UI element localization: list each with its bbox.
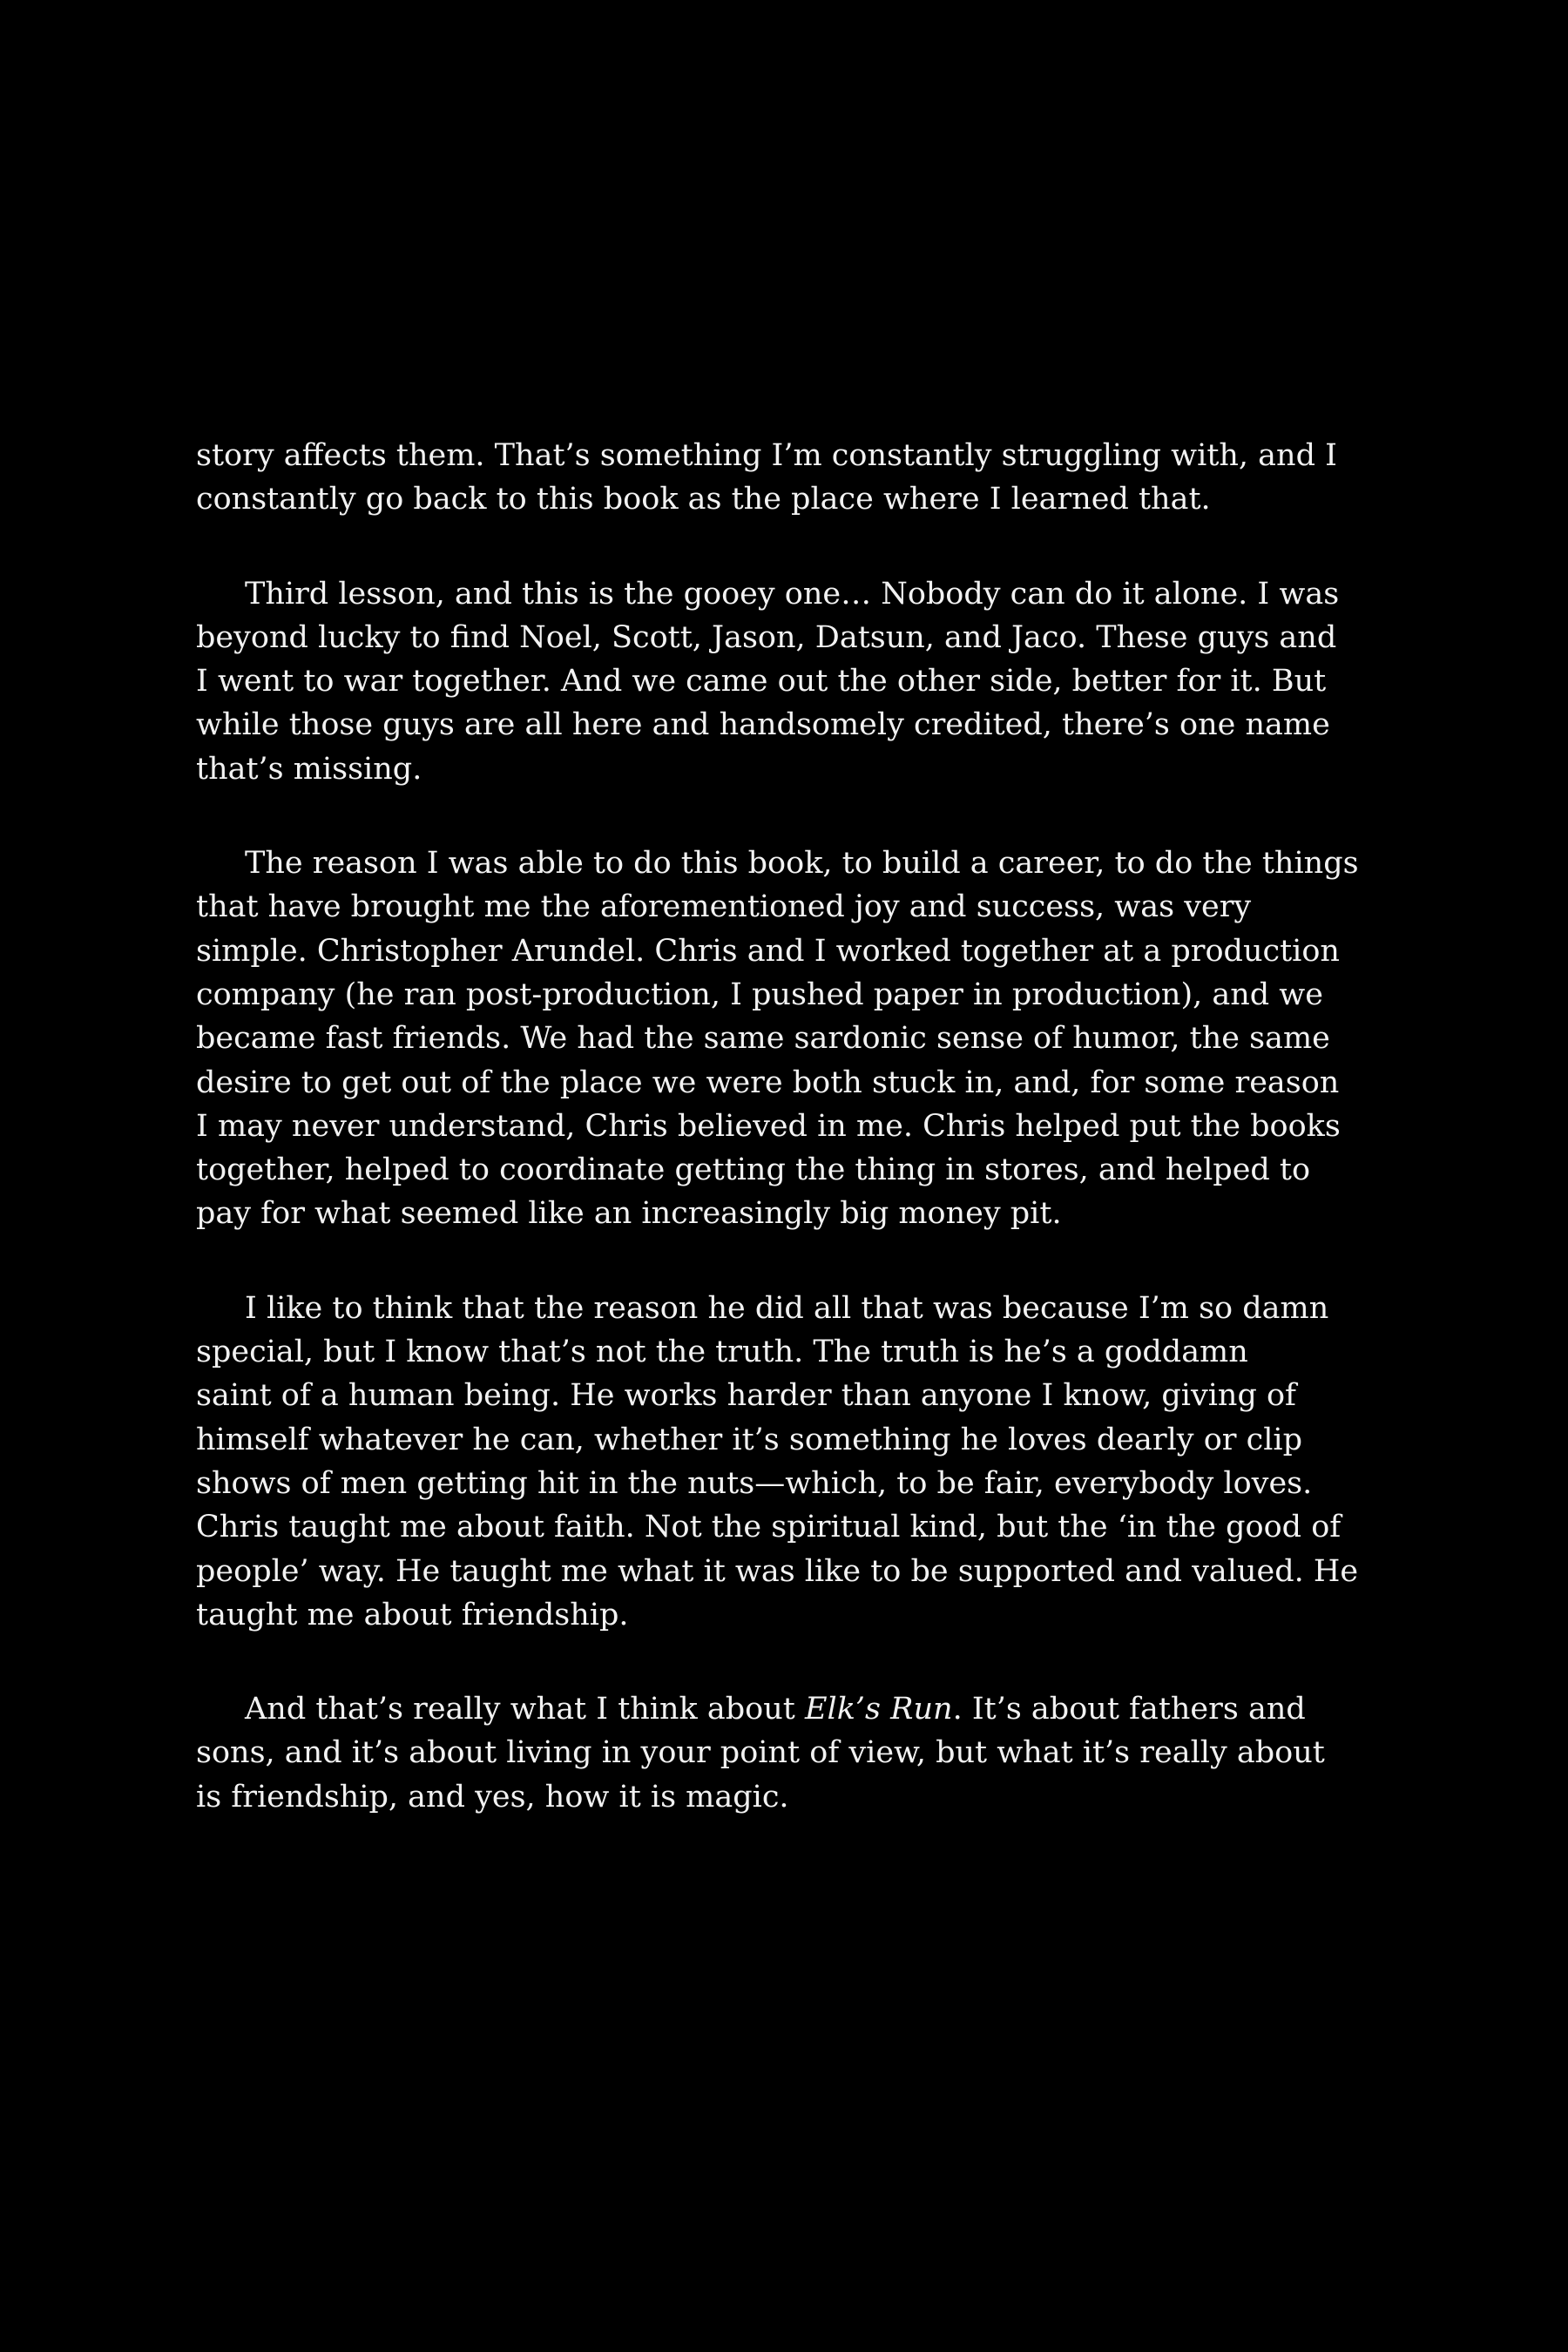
book-title: Elk’s Run — [804, 1692, 953, 1727]
text-line: Chris taught me about faith. Not the spiritual kind, but the ‘in the good of — [196, 1510, 1342, 1545]
text-line: is friendship, and yes, how it is magic. — [196, 1779, 789, 1815]
text-line: that have brought me the aforementioned joy and success, was very — [196, 889, 1252, 925]
text-line: together, helped to coordinate getting the thing in stores, and helped to — [196, 1152, 1311, 1188]
text-line: that’s missing. — [196, 751, 422, 787]
text-line: simple. Christopher Arundel. Chris and I worked together at a production — [196, 933, 1340, 969]
paragraph-5 — [196, 1687, 1389, 1819]
text-line: saint of a human being. He works harder than anyone I know, giving of — [196, 1378, 1297, 1414]
text-line: story affects them. That’s something I’m constantly struggling with, and I — [196, 438, 1337, 473]
text-line: himself whatever he can, whether it’s something he loves dearly or clip — [196, 1422, 1303, 1457]
text-line — [196, 1687, 1389, 1731]
text-line: people’ way. He taught me what it was like to be supported and valued. He — [196, 1553, 1359, 1589]
paragraph-3 — [196, 841, 1389, 1236]
text-line: while those guys are all here and handsomely credited, there’s one name — [196, 707, 1330, 743]
body-text — [196, 434, 1389, 1869]
text-run: . It’s about fathers and — [952, 1692, 1306, 1727]
text-line: I like to think that the reason he did all that was because I’m so damn — [245, 1290, 1329, 1326]
text-line: desire to get out of the place we were both stuck in, and, for some reason — [196, 1064, 1340, 1100]
text-line: pay for what seemed like an increasingly big money pit. — [196, 1196, 1062, 1232]
text-line: I went to war together. And we came out the other side, better for it. But — [196, 664, 1327, 700]
text-line: beyond lucky to find Noel, Scott, Jason, Datsun, and Jaco. These guys and — [196, 619, 1337, 655]
paragraph-4 — [196, 1287, 1389, 1637]
text-line: sons, and it’s about living in your point of view, but what it’s really about — [196, 1735, 1325, 1771]
paragraph-1 — [196, 434, 1389, 522]
text-line: special, but I know that’s not the truth. The truth is he’s a goddamn — [196, 1335, 1248, 1370]
text-line: company (he ran post-production, I pushed paper in production), and we — [196, 977, 1323, 1012]
text-line: became fast friends. We had the same sardonic sense of humor, the same — [196, 1021, 1330, 1057]
text-line: constantly go back to this book as the place where I learned that. — [196, 482, 1211, 517]
text-line: shows of men getting hit in the nuts—which, to be fair, everybody loves. — [196, 1465, 1313, 1501]
text-run: And that’s really what I think about — [245, 1692, 805, 1727]
paragraph-2 — [196, 572, 1389, 791]
text-line: taught me about friendship. — [196, 1597, 629, 1632]
text-line: I may never understand, Chris believed in me. Chris helped put the books — [196, 1108, 1341, 1144]
text-line: Third lesson, and this is the gooey one… Nobody can do it alone. I was — [245, 576, 1340, 612]
text-line: The reason I was able to do this book, to build a career, to do the things — [245, 846, 1359, 882]
